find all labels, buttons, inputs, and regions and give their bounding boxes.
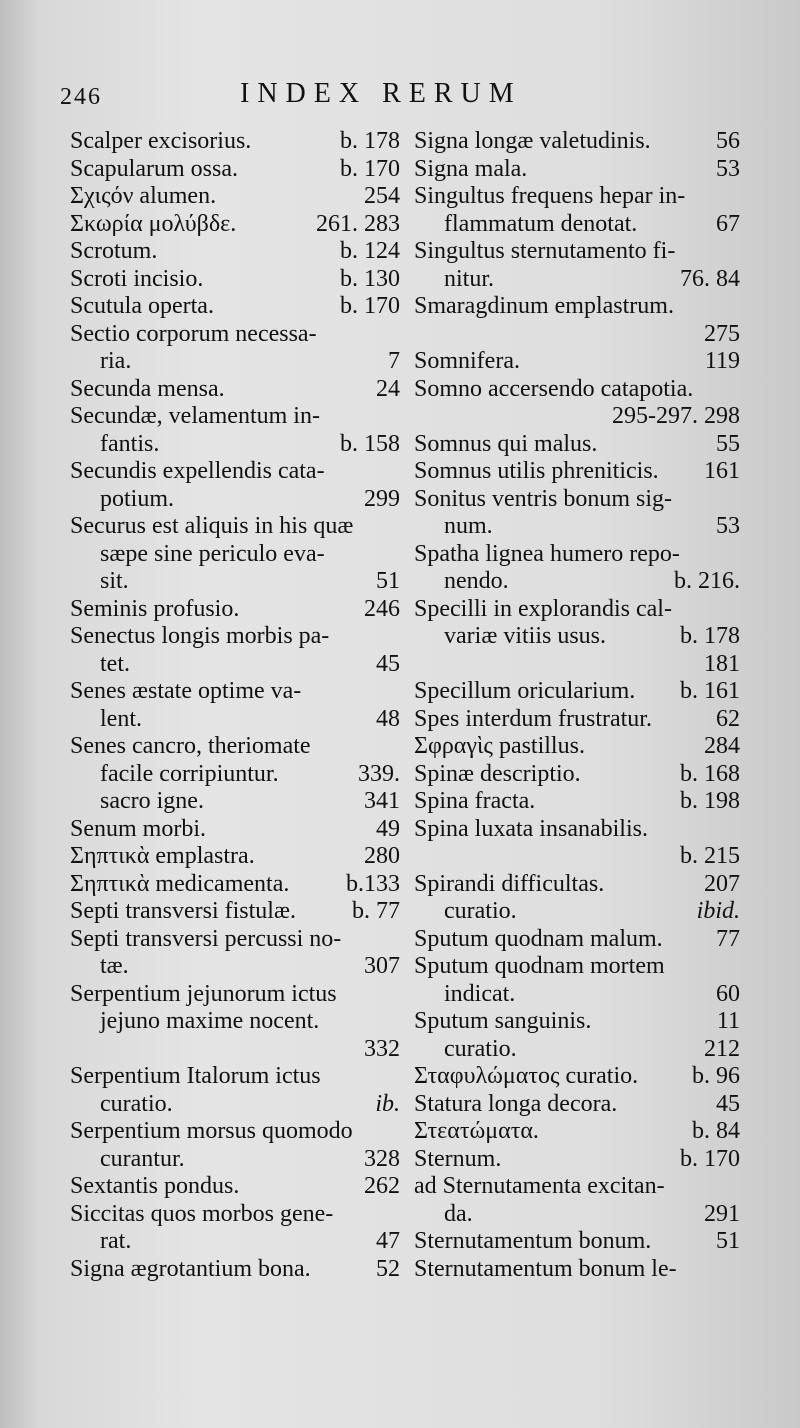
index-entry-line: [70, 238, 400, 266]
index-entry-text: nitur.: [444, 265, 495, 292]
index-entry-ref: b. 170: [340, 155, 400, 182]
index-entry-ref: 119: [704, 348, 740, 374]
index-entry-line: [70, 623, 400, 651]
index-entry-text: Signa ægrotantium bona.: [70, 1255, 311, 1282]
index-entry-text: Senectus longis morbis pa-: [70, 623, 330, 649]
index-entry-line: [414, 788, 740, 816]
index-entry-text: Siccitas quos morbos gene-: [70, 1200, 334, 1227]
index-entry-ref: 45: [376, 650, 400, 677]
index-entry-line: [70, 183, 400, 211]
index-entry-ref: 246: [364, 595, 400, 622]
index-entry-text: Singultus sternutamento fi-: [414, 238, 676, 264]
index-entry-text: Sternutamentum bonum le-: [414, 1255, 677, 1282]
index-entry-line: [414, 486, 740, 514]
index-entry-text: Senes æstate optime va-: [70, 678, 302, 704]
index-entry-line: [70, 156, 400, 184]
index-entry-line: [70, 788, 400, 816]
index-entry-ref: ib.: [375, 1090, 400, 1117]
index-entry-line: [70, 1063, 400, 1091]
index-entry-ref: 55: [716, 430, 740, 457]
index-entry-line: [414, 1063, 740, 1091]
index-entry-text: Singultus frequens hepar in-: [414, 183, 686, 209]
index-entry-line: [70, 458, 400, 486]
index-entry-text: sæpe sine periculo eva-: [100, 540, 325, 567]
index-entry-line: [414, 761, 740, 789]
index-entry-text: da.: [444, 1200, 473, 1227]
index-entry-text: [70, 1036, 364, 1064]
index-entry-text: Secundæ, velamentum in-: [70, 403, 320, 429]
index-entry-text: tet.: [100, 650, 130, 677]
index-entry-text: sacro igne.: [100, 788, 204, 814]
index-entry-text: Spinæ descriptio.: [414, 760, 581, 787]
index-entry-text: num.: [444, 513, 493, 539]
index-entry-text: Sputum quodnam malum.: [414, 925, 663, 952]
index-entry-text: rat.: [100, 1228, 132, 1254]
index-entry-text: ria.: [100, 348, 132, 374]
index-entry-text: potium.: [100, 485, 175, 512]
index-entry-text: Secunda mensa.: [70, 375, 225, 402]
index-entry-line: [414, 678, 740, 706]
index-entry-line: [70, 1091, 400, 1119]
index-entry-text: Statura longa decora.: [414, 1090, 618, 1117]
index-entry-line: [70, 1256, 400, 1284]
index-entry-text: Sputum sanguinis.: [414, 1008, 592, 1034]
index-entry-line: [414, 733, 740, 761]
index-entry-text: Somnifera.: [414, 348, 520, 374]
index-entry-text: Signa mala.: [414, 155, 528, 182]
index-entry-ref: 67: [716, 210, 740, 237]
index-entry-line: [70, 403, 400, 431]
index-entry-text: Serpentium jejunorum ictus: [70, 980, 337, 1007]
index-entry-ref: 332: [364, 1035, 400, 1062]
index-entry-text: Somno accersendo catapotia.: [414, 375, 694, 402]
index-entry-ref: 307: [364, 953, 400, 979]
index-entry-text: variæ vitiis usus.: [444, 623, 607, 649]
index-entry-text: Στεατώματα.: [414, 1118, 539, 1144]
index-entry-text: Specillum oricularium.: [414, 678, 636, 704]
index-entry-text: ad Sternutamenta excitan-: [414, 1173, 665, 1199]
index-entry-ref: 339.: [358, 760, 400, 787]
index-entry-text: Sectio corporum necessa-: [70, 320, 317, 347]
index-entry-ref: b. 215: [680, 843, 740, 869]
index-entry-text: Σφραγὶς pastillus.: [414, 733, 585, 759]
index-entry-line: [414, 431, 740, 459]
index-entry-ref: 24: [376, 375, 400, 402]
index-entry-ref: b. 84: [692, 1118, 740, 1144]
index-entry-line: [414, 183, 740, 211]
index-entry-text: [414, 403, 612, 431]
index-entry-text: curatio.: [444, 1035, 517, 1062]
index-entry-ref: 53: [716, 155, 740, 182]
index-entry-line: [414, 1008, 740, 1036]
index-entry-ref: 48: [376, 705, 400, 732]
index-entry-ref: 161: [704, 458, 740, 484]
index-entry-text: Sputum quodnam mortem: [414, 953, 665, 979]
index-entry-text: Spatha lignea humero repo-: [414, 540, 680, 567]
index-entry-ref: 47: [376, 1228, 400, 1254]
index-entry-ref: 275: [704, 320, 740, 347]
index-entry-line: [414, 1201, 740, 1229]
index-entry-ref: b. 168: [680, 760, 740, 787]
index-entry-ref: b. 161: [680, 678, 740, 704]
index-entry-line: [70, 266, 400, 294]
index-entry-line: [414, 871, 740, 899]
index-entry-text: Scroti incisio.: [70, 265, 204, 292]
index-entry-line: [414, 1146, 740, 1174]
index-entry-text: Signa longæ valetudinis.: [414, 128, 651, 154]
index-entry-line: [414, 706, 740, 734]
index-entry-line: [414, 376, 740, 404]
index-entry-text: Securus est aliquis in his quæ: [70, 513, 354, 539]
index-entry-line: [414, 596, 740, 624]
index-entry-line: [70, 376, 400, 404]
index-entry-text: Spina fracta.: [414, 788, 536, 814]
index-entry-text: Somnus utilis phreniticis.: [414, 458, 659, 484]
index-entry-line: [414, 1091, 740, 1119]
index-entry-line: [70, 733, 400, 761]
index-entry-ref: 261. 283: [316, 210, 400, 237]
index-entry-line: [70, 816, 400, 844]
index-entry-line: [414, 403, 740, 431]
index-entry-text: Scutula operta.: [70, 293, 214, 319]
index-entry-line: [70, 348, 400, 376]
index-entry-text: Serpentium morsus quomodo: [70, 1118, 353, 1144]
index-entry-text: [414, 843, 680, 871]
index-entry-ref: 284: [704, 733, 740, 759]
index-entry-text: Secundis expellendis cata-: [70, 458, 325, 484]
index-entry-ref: 295-297. 298: [612, 403, 740, 429]
index-entry-line: [414, 1256, 740, 1284]
index-entry-text: Σταφυλώματος curatio.: [414, 1063, 639, 1089]
index-entry-ref: b. 170: [680, 1145, 740, 1172]
index-column-right: [414, 128, 740, 1283]
index-entry-ref: 7: [388, 348, 400, 374]
index-entry-ref: 181: [704, 650, 740, 677]
index-entry-line: [70, 1146, 400, 1174]
index-entry-text: Sternutamentum bonum.: [414, 1228, 652, 1254]
index-entry-text: curatio.: [444, 898, 517, 924]
index-entry-line: [414, 843, 740, 871]
index-entry-text: curantur.: [100, 1145, 185, 1172]
index-entry-text: Senes cancro, theriomate: [70, 733, 311, 759]
index-entry-line: [70, 568, 400, 596]
index-entry-line: [414, 953, 740, 981]
index-entry-ref: b. 198: [680, 788, 740, 814]
index-entry-line: [414, 266, 740, 294]
index-entry-line: [70, 678, 400, 706]
index-entry-ref: b. 77: [352, 898, 400, 924]
index-entry-ref: 299: [364, 485, 400, 512]
index-entry-ref: 45: [716, 1090, 740, 1117]
index-entry-line: [70, 541, 400, 569]
index-entry-text: Scrotum.: [70, 238, 158, 264]
index-entry-ref: 52: [376, 1255, 400, 1282]
index-entry-text: Septi transversi percussi no-: [70, 925, 342, 952]
index-entry-text: Senum morbi.: [70, 815, 206, 842]
index-entry-ref: 291: [704, 1200, 740, 1227]
index-entry-text: Specilli in explorandis cal-: [414, 595, 672, 622]
index-entry-line: [414, 816, 740, 844]
index-entry-ref: b. 178: [340, 128, 400, 154]
index-entry-line: [414, 926, 740, 954]
index-entry-text: flammatum denotat.: [444, 210, 638, 237]
index-entry-line: [414, 1173, 740, 1201]
index-entry-line: [70, 651, 400, 679]
index-entry-line: [70, 926, 400, 954]
index-entry-text: Σηπτικὰ emplastra.: [70, 843, 255, 869]
index-entry-text: Sonitus ventris bonum sig-: [414, 485, 673, 512]
index-entry-text: facile corripiuntur.: [100, 760, 279, 787]
index-entry-ref: b. 178: [680, 623, 740, 649]
index-entry-text: Σχιςόν alumen.: [70, 183, 217, 209]
index-entry-text: Σκωρία μολύβδε.: [70, 210, 237, 237]
index-entry-line: [70, 293, 400, 321]
index-entry-text: tæ.: [100, 953, 129, 979]
index-entry-line: [414, 348, 740, 376]
index-entry-line: [414, 513, 740, 541]
index-entry-line: [70, 431, 400, 459]
index-entry-text: [414, 321, 704, 349]
index-entry-line: [414, 651, 740, 679]
page-number: 246: [60, 84, 102, 110]
index-entry-text: Sextantis pondus.: [70, 1173, 240, 1199]
index-entry-text: Somnus qui malus.: [414, 430, 598, 457]
index-entry-text: [414, 651, 704, 679]
index-entry-line: [70, 1118, 400, 1146]
index-entry-line: [70, 706, 400, 734]
index-entry-line: [70, 1036, 400, 1064]
index-entry-line: [414, 128, 740, 156]
index-entry-ref: 60: [716, 980, 740, 1007]
index-entry-ref: 254: [364, 183, 400, 209]
index-entry-ref: b. 130: [340, 265, 400, 292]
index-entry-line: [70, 596, 400, 624]
index-entry-text: Septi transversi fistulæ.: [70, 898, 296, 924]
index-entry-text: Scapularum ossa.: [70, 155, 238, 182]
index-entry-line: [414, 458, 740, 486]
index-entry-line: [70, 953, 400, 981]
index-entry-ref: 11: [716, 1008, 740, 1034]
index-entry-ref: ibid.: [696, 898, 740, 924]
index-entry-line: [70, 843, 400, 871]
index-entry-line: [414, 541, 740, 569]
index-entry-text: Spes interdum frustratur.: [414, 705, 652, 732]
index-entry-text: fantis.: [100, 430, 160, 457]
page-title: INDEX RERUM: [240, 78, 522, 109]
index-entry-text: jejuno maxime nocent.: [100, 1008, 320, 1034]
index-entry-line: [70, 321, 400, 349]
index-entry-ref: 77: [716, 925, 740, 952]
index-entry-line: [70, 128, 400, 156]
index-entry-ref: 76. 84: [680, 265, 740, 292]
index-entry-line: [70, 1228, 400, 1256]
index-entry-line: [414, 156, 740, 184]
index-entry-line: [414, 321, 740, 349]
index-entry-ref: 262: [364, 1173, 400, 1199]
index-entry-text: lent.: [100, 705, 142, 732]
index-entry-ref: 49: [376, 815, 400, 842]
index-entry-ref: 51: [716, 1228, 740, 1254]
index-entry-text: Serpentium Italorum ictus: [70, 1063, 321, 1089]
index-entry-text: Scalper excisorius.: [70, 128, 252, 154]
index-entry-ref: 207: [704, 870, 740, 897]
index-entry-line: [414, 1228, 740, 1256]
index-entry-line: [70, 761, 400, 789]
index-entry-ref: 341: [364, 788, 400, 814]
index-entry-line: [414, 623, 740, 651]
index-entry-line: [70, 486, 400, 514]
index-entry-line: [70, 513, 400, 541]
index-entry-ref: 62: [716, 705, 740, 732]
index-entry-text: Smaragdinum emplastrum.: [414, 293, 674, 319]
index-entry-line: [414, 238, 740, 266]
index-entry-text: Sternum.: [414, 1145, 502, 1172]
index-entry-line: [414, 1036, 740, 1064]
index-entry-line: [70, 871, 400, 899]
index-entry-line: [414, 981, 740, 1009]
index-entry-ref: 51: [376, 568, 400, 594]
index-entry-text: sit.: [100, 568, 129, 594]
index-entry-ref: b. 96: [692, 1063, 740, 1089]
index-entry-ref: 212: [704, 1035, 740, 1062]
index-entry-line: [70, 981, 400, 1009]
index-entry-ref: b. 158: [340, 430, 400, 457]
index-entry-ref: 280: [364, 843, 400, 869]
index-entry-line: [414, 1118, 740, 1146]
index-entry-text: curatio.: [100, 1090, 173, 1117]
index-entry-ref: 56: [716, 128, 740, 154]
index-entry-line: [70, 211, 400, 239]
index-entry-ref: b. 124: [340, 238, 400, 264]
index-column-left: [70, 128, 400, 1283]
index-entry-text: Seminis profusio.: [70, 595, 240, 622]
index-entry-text: Spirandi difficultas.: [414, 870, 605, 897]
index-entry-line: [70, 1008, 400, 1036]
index-entry-line: [70, 898, 400, 926]
index-entry-line: [414, 898, 740, 926]
page-header: [60, 78, 760, 122]
index-entry-text: nendo.: [444, 568, 509, 594]
index-entry-ref: b. 170: [340, 293, 400, 319]
index-entry-text: Σηπτικὰ medicamenta.: [70, 870, 290, 897]
index-entry-ref: b.133: [346, 870, 400, 897]
index-entry-ref: b. 216.: [674, 568, 740, 594]
index-entry-line: [70, 1173, 400, 1201]
index-entry-text: indicat.: [444, 980, 516, 1007]
index-entry-line: [414, 293, 740, 321]
index-entry-line: [414, 568, 740, 596]
index-entry-line: [414, 211, 740, 239]
index-entry-line: [70, 1201, 400, 1229]
index-entry-ref: 53: [716, 513, 740, 539]
index-entry-ref: 328: [364, 1145, 400, 1172]
index-entry-text: Spina luxata insanabilis.: [414, 815, 648, 842]
